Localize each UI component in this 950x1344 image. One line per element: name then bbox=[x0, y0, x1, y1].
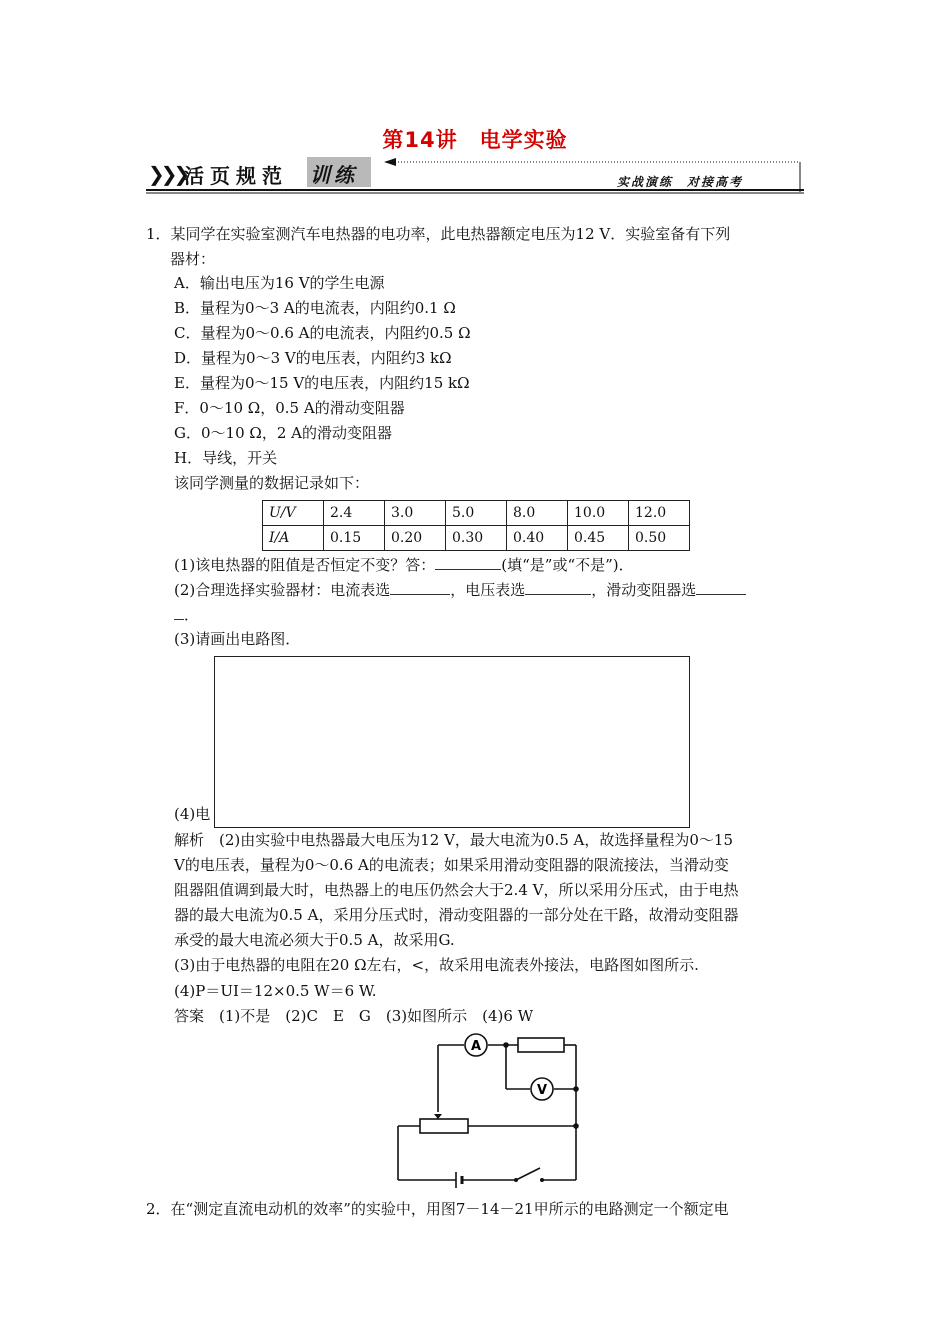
banner-highlight-text: 训练 bbox=[310, 163, 358, 187]
q1-line-0: 1．某同学在实验室测汽车电热器的电功率，此电热器额定电压为12 V．实验室备有下列 bbox=[146, 225, 731, 243]
q1-option-h: H．导线，开关 bbox=[174, 449, 278, 467]
ammeter-label: A bbox=[470, 1039, 482, 1054]
sub1-text: (1)该电热器的阻值是否恒定不变？答： bbox=[174, 556, 436, 574]
q1-sub4: (4)电 bbox=[174, 805, 211, 823]
q1-option-b: B．量程为0～3 A的电流表，内阻约0.1 Ω bbox=[174, 299, 456, 317]
page-title: 第14讲 电学实验 bbox=[382, 128, 568, 152]
answer-blank[interactable] bbox=[435, 554, 501, 570]
chevron-icon: ❯❯❯ bbox=[148, 162, 187, 186]
answer-line: 答案 (1)不是 (2)C E G (3)如图所示 (4)6 W bbox=[174, 1007, 534, 1025]
table-cell: 10.0 bbox=[568, 501, 629, 526]
answer-blank[interactable] bbox=[390, 579, 450, 595]
q1-option-a: A．输出电压为16 V的学生电源 bbox=[174, 274, 385, 292]
q1-option-d: D．量程为0～3 V的电压表，内阻约3 kΩ bbox=[174, 349, 452, 367]
q1-sub2 bbox=[174, 579, 746, 600]
table-cell: 0.30 bbox=[446, 526, 507, 551]
analysis-line-0: 解析 (2)由实验中电热器最大电压为12 V，最大电流为0.5 A，故选择量程为0～15 bbox=[174, 831, 734, 849]
q1-option-e: E．量程为0～15 V的电压表，内阻约15 kΩ bbox=[174, 374, 470, 392]
q1-data-intro: 该同学测量的数据记录如下： bbox=[174, 474, 370, 492]
sub2-text-d: ． bbox=[184, 606, 200, 624]
table-row bbox=[263, 526, 690, 551]
sub2-text-a: (2)合理选择实验器材：电流表选 bbox=[174, 581, 391, 599]
sub2-text-b: ，电压表选 bbox=[450, 581, 526, 599]
answer-blank[interactable] bbox=[174, 604, 184, 620]
voltmeter-label: V bbox=[536, 1083, 548, 1098]
voltmeter-icon bbox=[531, 1078, 553, 1100]
circuit-diagram bbox=[390, 1028, 590, 1188]
sub2-text-c: ，滑动变阻器选 bbox=[591, 581, 697, 599]
power-equation: (4)P＝UI＝12×0.5 W＝6 W. bbox=[174, 982, 377, 1000]
table-header-u: U/V bbox=[263, 501, 324, 526]
analysis-line-4: 承受的最大电流必须大于0.5 A，故采用G. bbox=[174, 931, 455, 949]
circuit-drawing-area[interactable] bbox=[214, 656, 690, 828]
sub1-hint: (填“是”或“不是”)． bbox=[501, 556, 634, 574]
table-cell: 0.50 bbox=[629, 526, 690, 551]
q1-option-g: G．0～10 Ω，2 A的滑动变阻器 bbox=[174, 424, 392, 442]
answer-blank[interactable] bbox=[525, 579, 591, 595]
banner-left-text: 活页规范 bbox=[184, 164, 288, 188]
q1-option-c: C．量程为0～0.6 A的电流表，内阻约0.5 Ω bbox=[174, 324, 471, 342]
analysis-line-2: 阻器阻值调到最大时，电热器上的电压仍然会大于2.4 V，所以采用分压式，由于电热 bbox=[174, 881, 739, 899]
table-cell: 0.15 bbox=[324, 526, 385, 551]
table-cell: 8.0 bbox=[507, 501, 568, 526]
table-cell: 0.40 bbox=[507, 526, 568, 551]
q1-sub1 bbox=[174, 554, 634, 575]
q1-line-1: 器材： bbox=[170, 250, 216, 268]
table-cell: 3.0 bbox=[385, 501, 446, 526]
q2-line-0: 2．在“测定直流电动机的效率”的实验中，用图7－14－21甲所示的电路测定一个额定电 bbox=[146, 1200, 729, 1218]
ammeter-icon bbox=[465, 1034, 487, 1056]
table-cell: 2.4 bbox=[324, 501, 385, 526]
table-header-i: I/A bbox=[263, 526, 324, 551]
analysis-line-1: V的电压表，量程为0～0.6 A的电流表；如果采用滑动变阻器的限流接法，当滑动变 bbox=[174, 856, 729, 874]
analysis-line-5: (3)由于电热器的电阻在20 Ω左右，<，故采用电流表外接法，电路图如图所示. bbox=[174, 956, 699, 974]
banner-right-text: 实战演练 对接高考 bbox=[617, 175, 744, 189]
table-row bbox=[263, 501, 690, 526]
q1-sub2-cont bbox=[174, 604, 199, 625]
analysis-line-3: 器的最大电流为0.5 A，采用分压式时，滑动变阻器的一部分处在干路，故滑动变阻器 bbox=[174, 906, 739, 924]
table-cell: 0.20 bbox=[385, 526, 446, 551]
q1-option-f: F．0～10 Ω，0.5 A的滑动变阻器 bbox=[174, 399, 405, 417]
table-cell: 12.0 bbox=[629, 501, 690, 526]
table-cell: 5.0 bbox=[446, 501, 507, 526]
measurement-table bbox=[262, 500, 690, 551]
table-cell: 0.45 bbox=[568, 526, 629, 551]
q1-sub3: (3)请画出电路图． bbox=[174, 630, 301, 648]
answer-blank[interactable] bbox=[696, 579, 746, 595]
